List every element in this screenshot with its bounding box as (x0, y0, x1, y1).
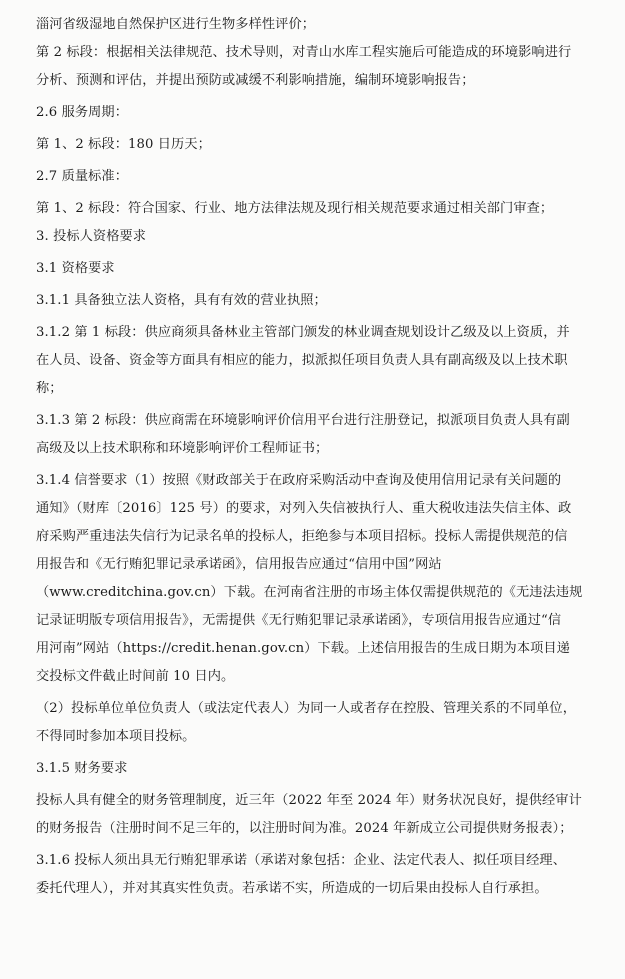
text-line: 3.1.2 第 1 标段：供应商须具备林业主管部门颁发的林业调查规划设计乙级及以上资质，并 (36, 325, 570, 340)
text-line: 第 2 标段：根据相关法律规范、技术导则，对青山水库工程实施后可能造成的环境影响进行 (36, 45, 572, 60)
text-line: 3.1.3 第 2 标段：供应商需在环境影响评价信用平台进行注册登记，拟派项目负责人具有副 (36, 413, 570, 428)
text-line: 淄河省级湿地自然保护区进行生物多样性评价； (36, 17, 316, 32)
text-line: 的财务报告（注册时间不足三年的，以注册时间为准。2024 年新成立公司提供财务报表）； (36, 821, 573, 836)
text-line: 3.1.6 投标人须出具无行贿犯罪承诺（承诺对象包括：企业、法定代表人、拟任项目经理、 (36, 853, 566, 868)
text-line: 高级及以上技术职称和环境影响评价工程师证书； (36, 441, 329, 456)
section-heading: 3. 投标人资格要求 (36, 229, 147, 244)
section-heading: 2.7 质量标准： (36, 169, 129, 184)
text-line: 不得同时参加本项目投标。 (36, 729, 196, 744)
text-line: （2）投标单位单位负责人（或法定代表人）为同一人或者存在控股、管理关系的不同单位， (36, 701, 576, 716)
text-line: 在人员、设备、资金等方面具有相应的能力，拟派拟任项目负责人具有副高级及以上技术职 (36, 353, 568, 368)
text-line: 3.1.4 信誉要求（1）按照《财政部关于在政府采购活动中查询及使用信用记录有关问题的 (36, 473, 562, 488)
text-line: 称； (36, 381, 63, 396)
text-line: 第 1、2 标段：180 日历天； (36, 137, 211, 152)
section-heading: 3.1 资格要求 (36, 261, 115, 276)
text-line: 第 1、2 标段：符合国家、行业、地方法律法规及现行相关规范要求通过相关部门审查； (36, 201, 554, 216)
text-line: 用报告和《无行贿犯罪记录承诺函》，信用报告应通过“信用中国”网站 (36, 557, 442, 572)
section-heading: 3.1.5 财务要求 (36, 761, 128, 776)
text-line: 记录证明版专项信用报告》，无需提供《无行贿犯罪记录承诺函》，专项信用报告应通过“信 (36, 613, 562, 628)
text-line: 府采购严重违法失信行为记录名单的投标人，拒绝参与本项目招标。投标人需提供规范的信 (36, 529, 568, 544)
text-line: 交投标文件截止时间前 10 日内。 (36, 669, 235, 684)
text-line: 委托代理人），并对其真实性负责。若承诺不实，所造成的一切后果由投标人自行承担。 (36, 881, 548, 896)
text-line: 投标人具有健全的财务管理制度，近三年（2022 年至 2024 年）财务状况良好，提供经审计 (36, 793, 582, 808)
text-line: 分析、预测和评估，并提出预防或减缓不利影响措施，编制环境影响报告； (36, 73, 475, 88)
section-heading: 2.6 服务周期： (36, 105, 129, 120)
text-line: （www.creditchina.gov.cn）下载。在河南省注册的市场主体仅需提供规范的《无违法违规 (36, 585, 583, 600)
text-line: 3.1.1 具备独立法人资格，具有有效的营业执照； (36, 293, 327, 308)
text-line: 用河南”网站（https://credit.henan.gov.cn）下载。上述信用报告的生成日期为本项目递 (36, 641, 570, 656)
text-line: 通知》（财库〔2016〕125 号）的要求，对列入失信被执行人、重大税收违法失信主体、政 (36, 501, 572, 516)
document-body (36, 14, 596, 900)
